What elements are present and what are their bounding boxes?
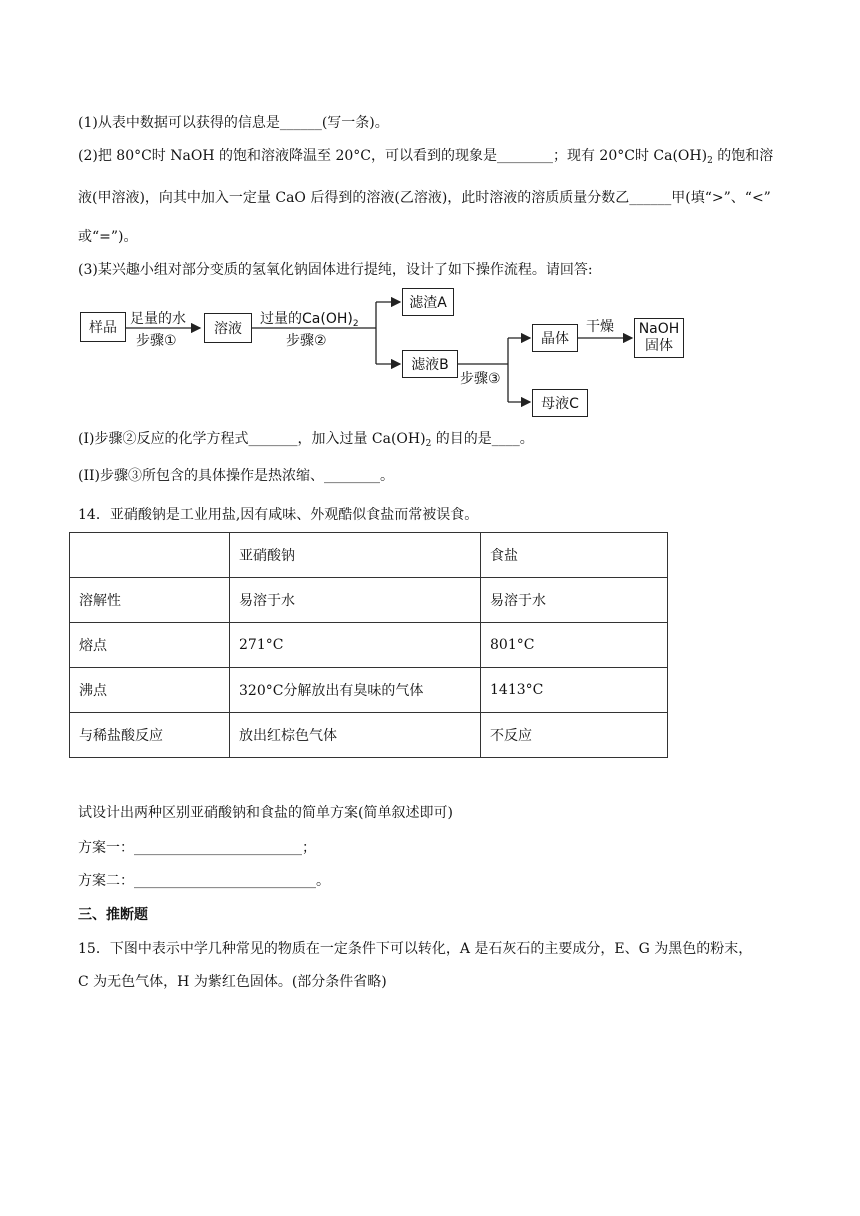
flow-label-dry: 干燥 <box>586 319 614 335</box>
q13-sub-ii: (II)步骤③所包含的具体操作是热浓缩、________。 <box>78 468 394 484</box>
q13-sub-i: (I)步骤②反应的化学方程式_______，加入过量 $Ca(OH)_2$ 的目的是____。 <box>78 431 534 449</box>
table-cell: 亚硝酸钠 <box>230 533 481 578</box>
q14-plan2: 方案二：__________________________。 <box>78 873 330 889</box>
flow-box-residue-a: 滤渣A <box>402 288 454 316</box>
q14-prompt: 试设计出两种区别亚硝酸钠和食盐的简单方案(简单叙述即可) <box>78 805 453 821</box>
q13-part2-line3: 或“=”)。 <box>78 229 138 245</box>
q14-plan1: 方案一：________________________； <box>78 840 316 856</box>
q13-part2-line2: 液(甲溶液)，向其中加入一定量 CaO 后得到的溶液(乙溶液)，此时溶液的溶质质量分数乙______甲(填“>”、“<” <box>78 190 771 206</box>
q13-part1: (1)从表中数据可以获得的信息是______(写一条)。 <box>78 115 389 131</box>
flow-box-solution: 溶液 <box>204 313 252 343</box>
table-cell <box>70 533 230 578</box>
table-cell: 易溶于水 <box>481 578 668 623</box>
flow-label-step3: 步骤③ <box>460 371 501 387</box>
table-row <box>70 713 668 758</box>
table-cell: 320°C分解放出有臭味的气体 <box>230 668 481 713</box>
table-cell: 与稀盐酸反应 <box>70 713 230 758</box>
table-header-row <box>70 533 668 578</box>
table-cell: 801°C <box>481 623 668 668</box>
table-cell: 熔点 <box>70 623 230 668</box>
flow-label-step1: 步骤① <box>136 333 177 349</box>
q14-title: 14．亚硝酸钠是工业用盐,因有咸味、外观酷似食盐而常被误食。 <box>78 507 479 523</box>
table-cell: 沸点 <box>70 668 230 713</box>
flow-box-mother-c: 母液C <box>532 389 588 417</box>
naoh-line2: 固体 <box>645 338 673 354</box>
q13-part2-line1: (2)把 80°C时 NaOH 的饱和溶液降温至 20°C，可以看到的现象是________；现有 20°C时 $Ca(OH)_2$ 的饱和溶 <box>78 148 774 166</box>
table-cell: 食盐 <box>481 533 668 578</box>
table-cell: 易溶于水 <box>230 578 481 623</box>
flow-box-filtrate-b: 滤液B <box>402 350 458 378</box>
table-row <box>70 623 668 668</box>
flow-box-naoh-solid <box>634 318 684 358</box>
q15-line2: C 为无色气体，H 为紫红色固体。(部分条件省略) <box>78 974 387 990</box>
table-cell: 1413°C <box>481 668 668 713</box>
table-cell: 不反应 <box>481 713 668 758</box>
q13-part3: (3)某兴趣小组对部分变质的氢氧化钠固体进行提纯，设计了如下操作流程。请回答: <box>78 262 593 278</box>
table-row <box>70 578 668 623</box>
section-heading: 三、推断题 <box>78 907 148 923</box>
flow-box-sample: 样品 <box>80 312 126 342</box>
table-row <box>70 668 668 713</box>
flow-label-caoh2: 过量的$Ca(OH)_2$ <box>260 311 359 329</box>
flow-label-water: 足量的水 <box>130 311 186 327</box>
table-cell: 271°C <box>230 623 481 668</box>
q15-line1: 15．下图中表示中学几种常见的物质在一定条件下可以转化，A 是石灰石的主要成分，E、G 为黑色的粉末， <box>78 941 753 957</box>
flow-box-crystal: 晶体 <box>532 324 578 352</box>
table-cell: 放出红棕色气体 <box>230 713 481 758</box>
comparison-table <box>69 532 668 758</box>
flow-label-step2: 步骤② <box>286 333 327 349</box>
purification-flowchart <box>78 288 718 422</box>
table-cell: 溶解性 <box>70 578 230 623</box>
naoh-line1: NaOH <box>638 321 680 337</box>
